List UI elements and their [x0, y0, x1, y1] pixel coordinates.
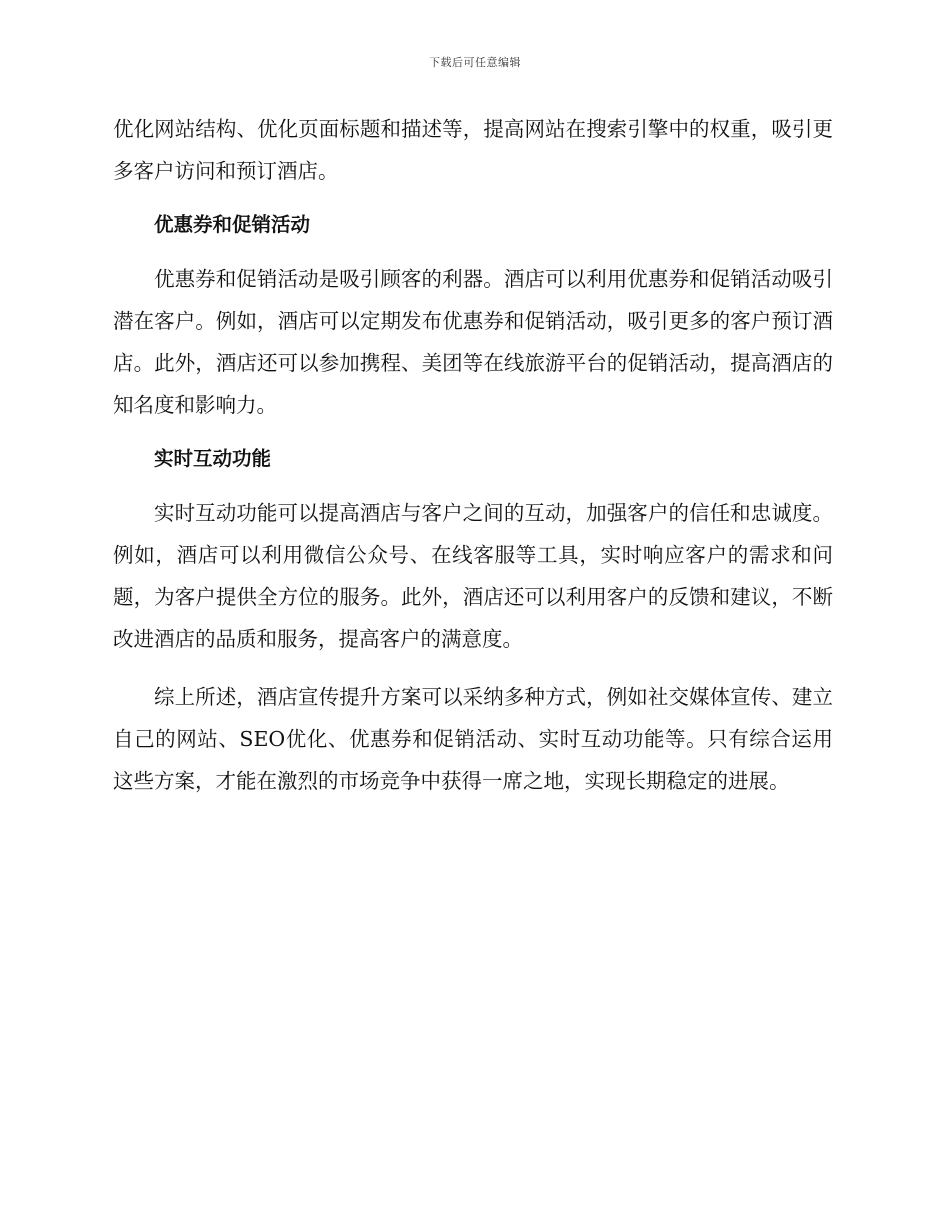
interaction-heading: 实时互动功能 [154, 447, 272, 470]
summary-paragraph: 综上所述，酒店宣传提升方案可以采纳多种方式，例如社交媒体宣传、建立自己的网站、SEO优化、优惠券和促销活动、实时互动功能等。只有综合运用这些方案，才能在激烈的市场竞争中获得一席之地，实现长期稳定的进展。 [113, 685, 833, 793]
coupons-heading: 优惠券和促销活动 [154, 213, 311, 236]
document-body [113, 108, 833, 802]
intro-continuation-paragraph: 优化网站结构、优化页面标题和描述等，提高网站在搜索引擎中的权重，吸引更多客户访问和预订酒店。 [113, 117, 833, 183]
interaction-paragraph: 实时互动功能可以提高酒店与客户之间的互动，加强客户的信任和忠诚度。例如，酒店可以利用微信公众号、在线客服等工具，实时响应客户的需求和问题，为客户提供全方位的服务。此外，酒店还可以利用客户的反馈和建议，不断改进酒店的品质和服务，提高客户的满意度。 [113, 501, 833, 651]
page-header: 下载后可任意编辑 [429, 56, 521, 69]
coupons-paragraph: 优惠券和促销活动是吸引顾客的利器。酒店可以利用优惠券和促销活动吸引潜在客户。例如，酒店可以定期发布优惠券和促销活动，吸引更多的客户预订酒店。此外，酒店还可以参加携程、美团等在线旅游平台的促销活动，提高酒店的知名度和影响力。 [113, 267, 833, 417]
